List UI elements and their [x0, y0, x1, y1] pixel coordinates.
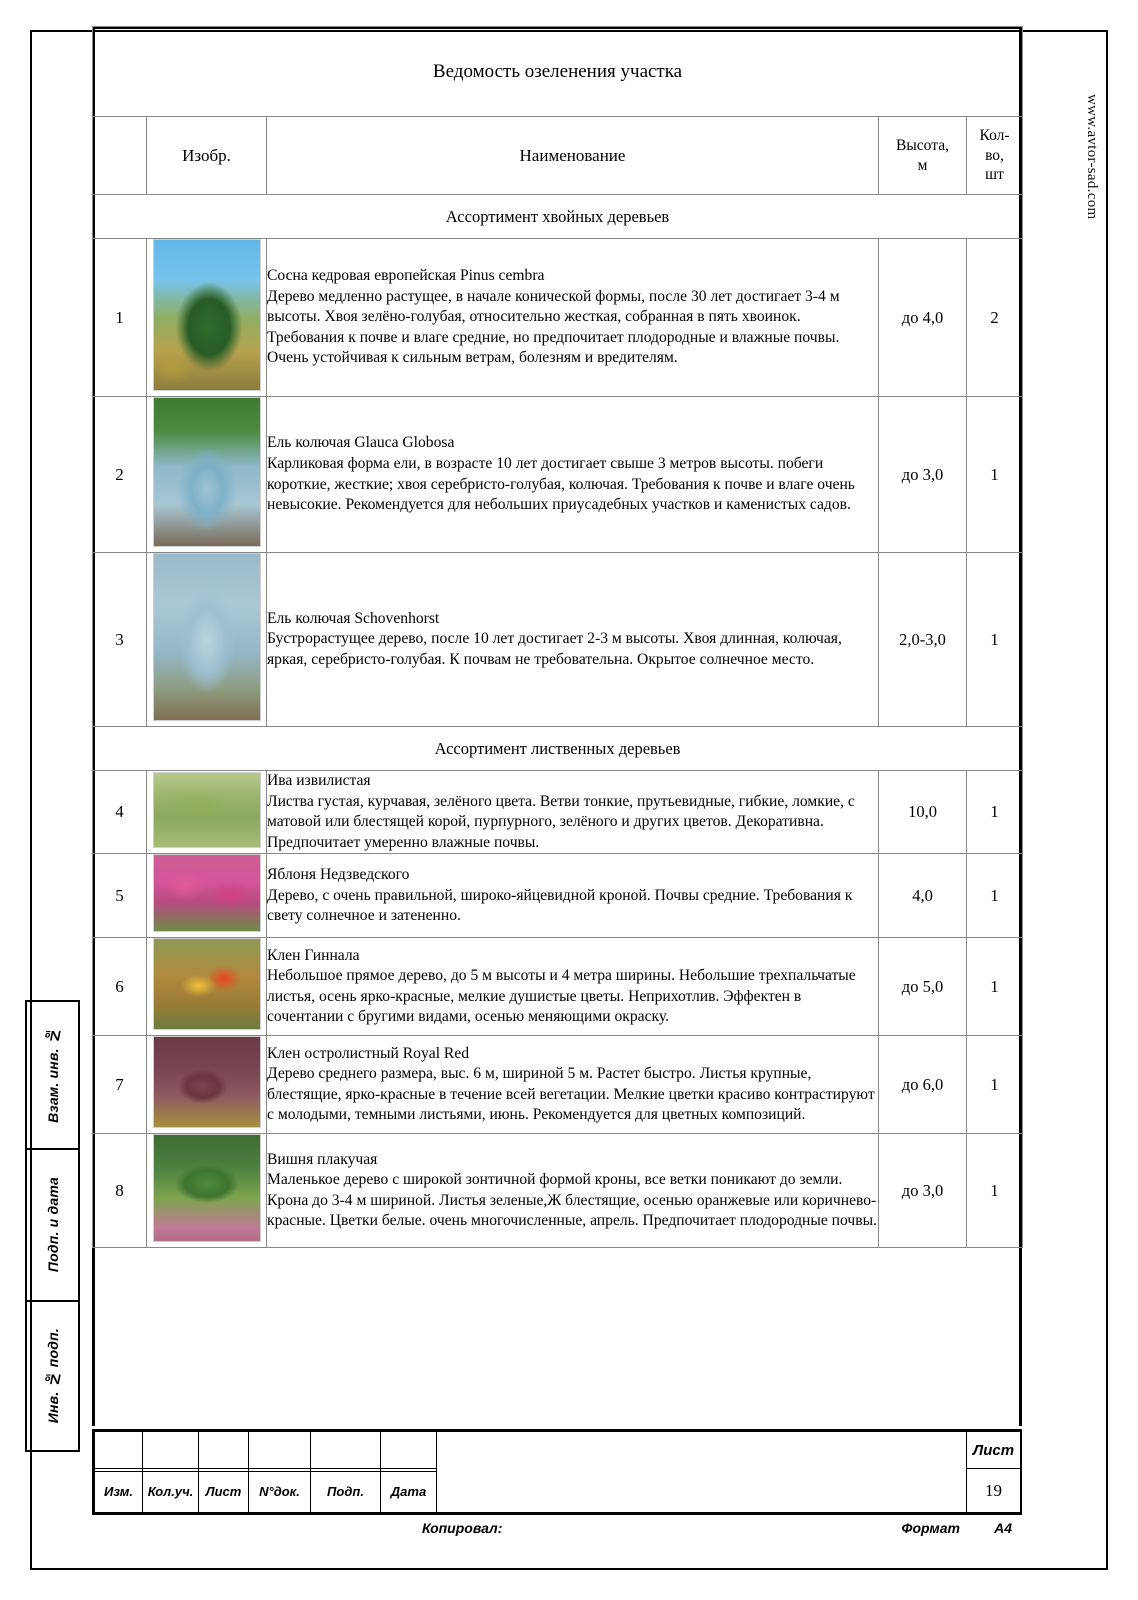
- side-stamp-inv-podp: [27, 1302, 78, 1450]
- side-stamp-vzam: [27, 1002, 78, 1150]
- title-block-col-izm: Изм.: [95, 1471, 143, 1512]
- row-number: 5: [93, 854, 147, 938]
- title-block-col-ndok: N°док.: [249, 1471, 311, 1512]
- row-height: до 5,0: [879, 938, 967, 1036]
- title-block-cell-koluch-1[interactable]: [143, 1432, 199, 1469]
- plant-name: Клен остролистный Royal Red: [267, 1044, 470, 1062]
- header-name: Наименование: [267, 117, 879, 195]
- row-description-cell: [267, 397, 879, 553]
- row-description-cell: [267, 1134, 879, 1248]
- row-number: 6: [93, 938, 147, 1036]
- glauca-globosa-photo: [153, 397, 261, 547]
- format-label: Формат: [901, 1520, 960, 1536]
- title-block: [92, 1429, 1022, 1515]
- plant-name: Ель колючая Schovenhorst: [267, 609, 440, 627]
- row-height: 10,0: [879, 771, 967, 854]
- plant-name: Яблоня Недзведского: [267, 865, 410, 883]
- row-quantity: 2: [967, 239, 1023, 397]
- row-number: 3: [93, 553, 147, 727]
- row-description-cell: [267, 239, 879, 397]
- side-stamp-strip: [25, 1000, 80, 1452]
- title-block-cell-ndok-1[interactable]: [249, 1432, 311, 1469]
- sheet-footer: [92, 1520, 1022, 1536]
- title-block-cell-podp-1[interactable]: [311, 1432, 381, 1469]
- table-row: [93, 854, 1023, 938]
- title-block-cell-data-1[interactable]: [381, 1432, 437, 1469]
- section-label-deciduous: Ассортимент лиственных деревьев: [93, 727, 1023, 771]
- row-thumbnail-cell: [147, 938, 267, 1036]
- header-qty: [967, 117, 1023, 195]
- acer-ginnala-photo: [153, 938, 261, 1030]
- table-row: [93, 938, 1023, 1036]
- plant-description: Листва густая, курчавая, зелёного цвета. Ветви тонкие, прутьевидные, гибкие, ломкие, с матовой или блестящей корой, пурпурного, зелёного и других цветов. Декоративна. Предпочитает умеренно влажные почвы.: [267, 792, 855, 851]
- row-number: 8: [93, 1134, 147, 1248]
- row-height: до 4,0: [879, 239, 967, 397]
- row-number: 2: [93, 397, 147, 553]
- row-thumbnail-cell: [147, 1134, 267, 1248]
- header-image: Изобр.: [147, 117, 267, 195]
- sheet-label: Лист: [967, 1432, 1021, 1469]
- header-height: [879, 117, 967, 195]
- row-number: 4: [93, 771, 147, 854]
- row-height: до 3,0: [879, 1134, 967, 1248]
- side-stamp-inv-podp-label: Инв. № подп.: [44, 1328, 61, 1424]
- side-stamp-podp-data-label: Подп. и дата: [44, 1177, 61, 1273]
- row-thumbnail-cell: [147, 397, 267, 553]
- plant-description: Дерево среднего размера, выс. 6 м, шириной 5 м. Растет быстро. Листья крупные, блестящие, ярко-красные в течение всей вегетации. Мелкие цветки красиво контрастируют с молодыми, темными листьями, июнь. Рекомендуется для цветных композиций.: [267, 1065, 875, 1124]
- header-qty-line3: шт: [985, 166, 1004, 184]
- row-quantity: 1: [967, 1134, 1023, 1248]
- malus-niedzwetzkyana-photo: [153, 854, 261, 932]
- row-height: 2,0-3,0: [879, 553, 967, 727]
- pinus-cembra-photo: [153, 239, 261, 391]
- row-quantity: 1: [967, 771, 1023, 854]
- plant-description: Дерево, с очень правильной, широко-яйцевидной кроной. Почвы средние. Требования к свету солнечное и затененно.: [267, 886, 853, 925]
- row-height: до 6,0: [879, 1036, 967, 1134]
- title-block-col-data: Дата: [381, 1471, 437, 1512]
- row-number: 7: [93, 1036, 147, 1134]
- table-row: [93, 771, 1023, 854]
- sheet-number: 19: [967, 1469, 1021, 1513]
- table-row: [93, 1134, 1023, 1248]
- header-qty-line2: во,: [985, 146, 1004, 164]
- row-description-cell: [267, 771, 879, 854]
- row-thumbnail-cell: [147, 771, 267, 854]
- planting-schedule-table: [92, 26, 1022, 1248]
- row-height: 4,0: [879, 854, 967, 938]
- title-block-col-list: Лист: [199, 1471, 249, 1512]
- header-qty-line1: Кол-: [979, 127, 1010, 145]
- row-height: до 3,0: [879, 397, 967, 553]
- row-thumbnail-cell: [147, 854, 267, 938]
- schovenhorst-photo: [153, 553, 261, 721]
- row-quantity: 1: [967, 553, 1023, 727]
- row-description-cell: [267, 854, 879, 938]
- side-stamp-podp-data: [27, 1150, 78, 1302]
- section-header-row: [93, 727, 1023, 771]
- row-quantity: 1: [967, 397, 1023, 553]
- side-stamp-vzam-label: Взам. инв. №: [44, 1027, 61, 1123]
- table-row: [93, 239, 1023, 397]
- header-height-line1: Высота,: [896, 137, 949, 155]
- acer-royal-red-photo: [153, 1036, 261, 1128]
- row-thumbnail-cell: [147, 239, 267, 397]
- row-number: 1: [93, 239, 147, 397]
- weeping-cherry-photo: [153, 1134, 261, 1242]
- table-row: [93, 1036, 1023, 1134]
- header-height-line2: м: [917, 156, 928, 174]
- title-block-main-area[interactable]: [437, 1432, 967, 1513]
- watermark-url: www.avtor-sad.com: [1084, 94, 1100, 220]
- plant-name: Вишня плакучая: [267, 1150, 378, 1168]
- title-block-col-podp: Подп.: [311, 1471, 381, 1512]
- section-header-row: [93, 195, 1023, 239]
- row-quantity: 1: [967, 854, 1023, 938]
- row-quantity: 1: [967, 938, 1023, 1036]
- table-header-row: [93, 117, 1023, 195]
- title-block-cell-list-1[interactable]: [199, 1432, 249, 1469]
- plant-description: Дерево медленно растущее, в начале конической формы, после 30 лет достигает 3-4 м высоты. Хвоя зелёно-голубая, относительно жесткая, собранная в пять хвоинок. Требования к почве и влаге средние, но предпочитает плодородные и влажные почвы. Очень устойчивая к сильным ветрам, болезням и вредителям.: [267, 287, 840, 367]
- willow-photo: [153, 772, 261, 848]
- table-row: [93, 553, 1023, 727]
- plant-name: Клен Гиннала: [267, 946, 360, 964]
- section-label-conifers: Ассортимент хвойных деревьев: [93, 195, 1023, 239]
- format-value: А4: [994, 1520, 1012, 1536]
- plant-description: Карликовая форма ели, в возрасте 10 лет достигает свыше 3 метров высоты. побеги короткие, жесткие; хвоя серебристо-голубая, колючая. Требования к почве и влаге очень невысокие. Рекомендуется для небольших приусадебных участков и каменистых садов.: [267, 454, 855, 514]
- page-title: Ведомость озеленения участка: [93, 27, 1023, 117]
- row-description-cell: [267, 1036, 879, 1134]
- title-block-cell-izm-1[interactable]: [95, 1432, 143, 1469]
- plant-description: Небольшое прямое дерево, до 5 м высоты и 4 метра ширины. Небольшие трехпальчатые листья, осень ярко-красные, мелкие душистые цветы. Неприхотлив. Эффектен в сочентании с бругими видами, осенью меняющими окраску.: [267, 967, 856, 1026]
- row-description-cell: [267, 553, 879, 727]
- plant-description: Бустрорастущее дерево, после 10 лет достигает 2-3 м высоты. Хвоя длинная, колючая, яркая, серебристо-голубая. К почвам не требовательна. Окрытое солнечное место.: [267, 630, 842, 668]
- plant-name: Ель колючая Glauca Globosa: [267, 434, 455, 452]
- plant-description: Маленькое дерево с широкой зонтичной формой кроны, все ветки поникают до земли. Крона до 3-4 м шириной. Листья зеленые,Ж блестящие, осенью оранжевые или коричнево-красные. Цветки белые. очень многочисленные, апрель. Предпочитает плодородные почвы.: [267, 1171, 877, 1230]
- row-quantity: 1: [967, 1036, 1023, 1134]
- title-block-col-koluch: Кол.уч.: [143, 1471, 199, 1512]
- row-thumbnail-cell: [147, 553, 267, 727]
- plant-name: Сосна кедровая европейская Pinus cembra: [267, 267, 545, 285]
- plant-name: Ива извилистая: [267, 772, 371, 789]
- copied-label: Копировал:: [422, 1520, 503, 1536]
- table-title-row: [93, 27, 1023, 117]
- table-row: [93, 397, 1023, 553]
- row-description-cell: [267, 938, 879, 1036]
- row-thumbnail-cell: [147, 1036, 267, 1134]
- header-num: [93, 117, 147, 195]
